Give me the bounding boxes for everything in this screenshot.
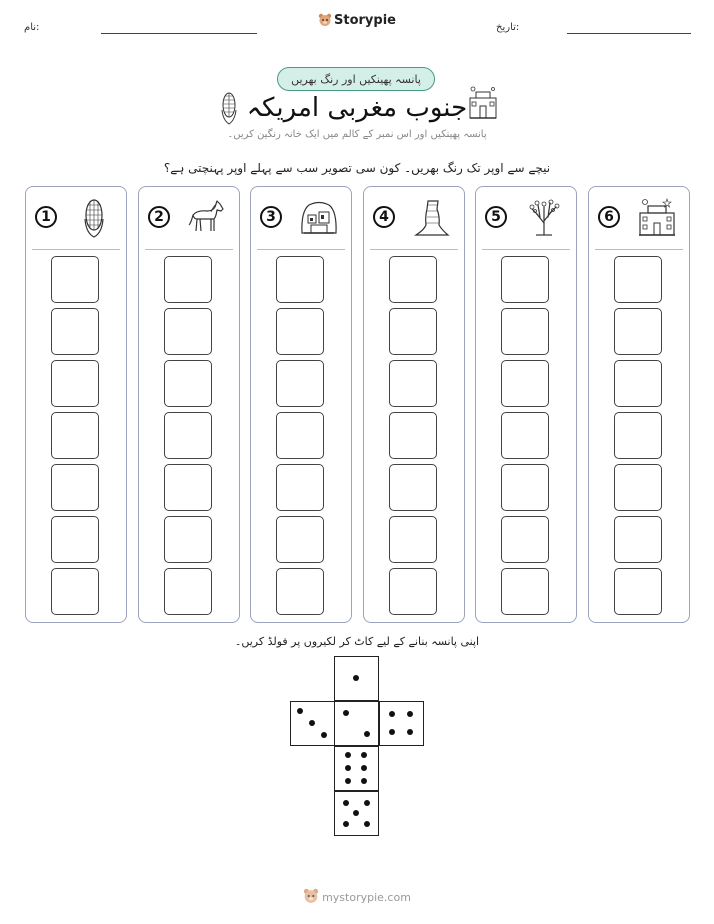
- coloring-box[interactable]: [389, 568, 437, 615]
- coloring-box[interactable]: [501, 360, 549, 407]
- coloring-box[interactable]: [614, 568, 662, 615]
- cliff-dwelling-icon: [299, 197, 339, 239]
- coloring-box[interactable]: [614, 256, 662, 303]
- name-label: نام:: [24, 22, 40, 33]
- date-label: تاریخ:: [496, 22, 520, 33]
- die-pip: [407, 729, 413, 735]
- die-face-4: [379, 701, 424, 746]
- die-pip: [353, 675, 359, 681]
- coloring-box[interactable]: [614, 360, 662, 407]
- coloring-box[interactable]: [389, 256, 437, 303]
- coloring-box[interactable]: [164, 568, 212, 615]
- column-divider: [257, 249, 345, 250]
- die-pip: [343, 821, 349, 827]
- die-face-2: [334, 701, 379, 746]
- cut-instruction: اپنی پانسہ بنانے کے لیے کاٹ کر لکیروں پر فولڈ کریں۔: [234, 635, 480, 648]
- coloring-box[interactable]: [501, 412, 549, 459]
- column-divider: [145, 249, 233, 250]
- date-line: [567, 33, 691, 34]
- column-3: [250, 186, 352, 623]
- coloring-box[interactable]: [276, 464, 324, 511]
- tree-icon: [524, 197, 564, 239]
- coloring-box[interactable]: [389, 412, 437, 459]
- die-pip: [407, 711, 413, 717]
- coloring-box[interactable]: [164, 516, 212, 563]
- coloring-box[interactable]: [276, 308, 324, 355]
- column-6: [588, 186, 690, 623]
- die-face-1: [334, 656, 379, 701]
- die-pip: [361, 752, 367, 758]
- coloring-box[interactable]: [276, 412, 324, 459]
- coloring-box[interactable]: [389, 464, 437, 511]
- coloring-box[interactable]: [501, 464, 549, 511]
- die-pip: [364, 731, 370, 737]
- coloring-box[interactable]: [51, 360, 99, 407]
- badge: پانسہ پھینکیں اور رنگ بھریں: [277, 67, 435, 91]
- coloring-box[interactable]: [501, 308, 549, 355]
- die-face-6: [334, 746, 379, 791]
- die-pip: [309, 720, 315, 726]
- die-pip: [361, 778, 367, 784]
- column-divider: [482, 249, 570, 250]
- coloring-box[interactable]: [501, 256, 549, 303]
- coloring-box[interactable]: [164, 256, 212, 303]
- die-pip: [364, 821, 370, 827]
- coloring-box[interactable]: [501, 568, 549, 615]
- horse-icon: [187, 197, 227, 239]
- die-pip: [345, 778, 351, 784]
- column-number-badge: 6: [598, 206, 620, 228]
- coloring-box[interactable]: [51, 464, 99, 511]
- subtitle: پانسہ پھینکیں اور اس نمبر کے کالم میں ایک خانہ رنگین کریں۔: [227, 129, 487, 140]
- coloring-box[interactable]: [276, 516, 324, 563]
- brand-name: Storypie: [334, 13, 396, 28]
- die-pip: [353, 810, 359, 816]
- coloring-box[interactable]: [164, 360, 212, 407]
- die-pip: [389, 711, 395, 717]
- column-number-badge: 4: [373, 206, 395, 228]
- coloring-box[interactable]: [276, 360, 324, 407]
- coloring-box[interactable]: [614, 464, 662, 511]
- page-title: جنوب مغربی امریکہ: [246, 93, 468, 123]
- coloring-box[interactable]: [51, 308, 99, 355]
- column-number-badge: 3: [260, 206, 282, 228]
- footer-url: mystorypie.com: [322, 891, 411, 904]
- coloring-box[interactable]: [51, 256, 99, 303]
- column-divider: [32, 249, 120, 250]
- column-4: [363, 186, 465, 623]
- die-pip: [364, 800, 370, 806]
- corn-icon: [74, 197, 114, 239]
- die-face-5: [334, 791, 379, 836]
- coloring-box[interactable]: [51, 412, 99, 459]
- question: نیچے سے اوپر تک رنگ بھریں۔ کون سی تصویر سب سے پہلے اوپر پہنچتی ہے؟: [163, 161, 551, 175]
- die-pip: [361, 765, 367, 771]
- die-pip: [297, 708, 303, 714]
- die-pip: [345, 765, 351, 771]
- column-number-badge: 2: [148, 206, 170, 228]
- coloring-box[interactable]: [614, 412, 662, 459]
- die-pip: [343, 710, 349, 716]
- column-1: [25, 186, 127, 623]
- coloring-box[interactable]: [164, 412, 212, 459]
- column-number-badge: 5: [485, 206, 507, 228]
- column-number-badge: 1: [35, 206, 57, 228]
- coloring-box[interactable]: [389, 308, 437, 355]
- die-pip: [321, 732, 327, 738]
- pueblo-building-icon: [637, 197, 677, 239]
- coloring-box[interactable]: [501, 516, 549, 563]
- footer: [0, 888, 714, 907]
- bear-icon: [303, 888, 319, 907]
- coloring-box[interactable]: [389, 516, 437, 563]
- die-face-3: [290, 701, 335, 746]
- rock-formation-icon: [412, 197, 452, 239]
- coloring-box[interactable]: [51, 516, 99, 563]
- die-pip: [345, 752, 351, 758]
- column-divider: [370, 249, 458, 250]
- die-pip: [389, 729, 395, 735]
- coloring-box[interactable]: [389, 360, 437, 407]
- column-5: [475, 186, 577, 623]
- coloring-box[interactable]: [614, 516, 662, 563]
- pueblo-building-icon: [467, 86, 499, 120]
- brand-logo: [0, 13, 714, 31]
- column-divider: [595, 249, 683, 250]
- name-line: [101, 33, 257, 34]
- die-pip: [343, 800, 349, 806]
- coloring-box[interactable]: [164, 308, 212, 355]
- coloring-box[interactable]: [164, 464, 212, 511]
- bear-icon: [318, 13, 332, 31]
- column-2: [138, 186, 240, 623]
- coloring-box[interactable]: [276, 568, 324, 615]
- coloring-box[interactable]: [51, 568, 99, 615]
- coloring-box[interactable]: [614, 308, 662, 355]
- coloring-box[interactable]: [276, 256, 324, 303]
